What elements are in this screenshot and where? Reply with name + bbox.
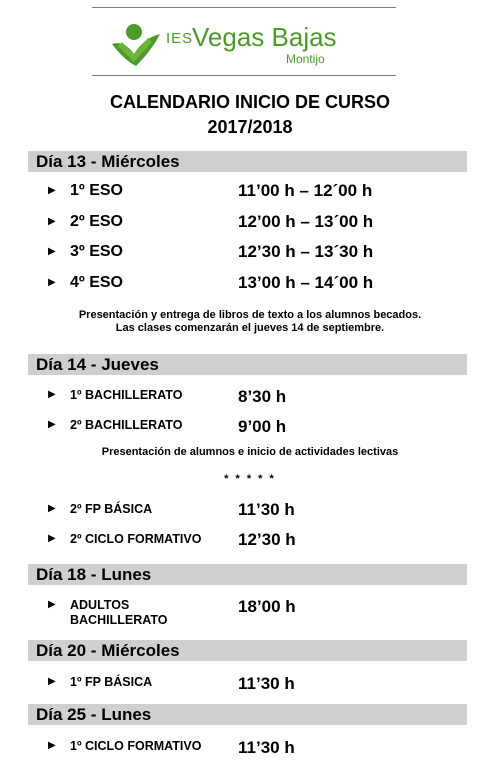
course-time: 12’00 h – 13´00 h — [238, 212, 374, 231]
course-name: 2º CICLO FORMATIVO — [70, 532, 202, 546]
logo-prefix: IES — [166, 30, 194, 47]
bullet-arrow-icon: ▶ — [48, 599, 56, 610]
day-note: Presentación de alumnos e inicio de actividades lectivas — [101, 446, 399, 458]
course-time: 9’00 h — [238, 417, 287, 436]
bullet-arrow-icon: ▶ — [48, 676, 56, 687]
course-time: 11’30 h — [238, 500, 295, 519]
day-header-14 — [28, 354, 467, 375]
bullet-arrow-icon: ▶ — [48, 185, 56, 196]
course-name: 1º FP BÁSICA — [70, 675, 153, 689]
day-header-13 — [28, 151, 467, 172]
course-time: 11’30 h — [238, 738, 295, 757]
course-time: 12’30 h — [238, 530, 296, 549]
header-bottom-rule — [92, 75, 396, 76]
course-time: 18’00 h — [238, 597, 296, 616]
course-time: 13’00 h – 14´00 h — [238, 273, 374, 292]
bullet-arrow-icon: ▶ — [48, 740, 56, 751]
bullet-arrow-icon: ▶ — [48, 389, 56, 400]
course-name-line2: BACHILLERATO — [70, 613, 168, 627]
course-time: 11’30 h — [238, 674, 295, 693]
day-note: Las clases comenzarán el jueves 14 de septiembre. — [115, 322, 385, 334]
day-note: Presentación y entrega de libros de texto a los alumnos becados. — [78, 309, 422, 321]
day-label: Día 14 - Jueves — [36, 355, 159, 374]
header-top-rule — [92, 7, 396, 8]
logo-town: Montijo — [286, 52, 325, 66]
bullet-arrow-icon: ▶ — [48, 216, 56, 227]
day-header-25 — [28, 704, 467, 725]
course-name-line1: ADULTOS — [70, 598, 130, 612]
course-time: 11’00 h – 12´00 h — [238, 181, 373, 200]
day-header-18 — [28, 564, 467, 585]
page-subtitle-year: 2017/2018 — [207, 117, 293, 137]
bullet-arrow-icon: ▶ — [48, 533, 56, 544]
day-label: Día 20 - Miércoles — [36, 641, 180, 660]
leaf-logo-icon — [108, 20, 164, 72]
course-name: 1º CICLO FORMATIVO — [70, 739, 202, 753]
course-time: 8’30 h — [238, 387, 287, 406]
day-label: Día 18 - Lunes — [36, 565, 152, 584]
course-name: 3º ESO — [70, 243, 123, 260]
page-title: CALENDARIO INICIO DE CURSO — [109, 92, 390, 112]
logo-school-name: Vegas Bajas — [192, 22, 337, 52]
course-name: 2º BACHILLERATO — [70, 418, 183, 432]
bullet-arrow-icon: ▶ — [48, 503, 56, 514]
bullet-arrow-icon: ▶ — [48, 277, 56, 288]
day-label: Día 13 - Miércoles — [36, 152, 180, 171]
course-name: 2º ESO — [70, 213, 123, 230]
bullet-arrow-icon: ▶ — [48, 246, 56, 257]
school-logo — [108, 20, 398, 74]
course-name: 2º FP BÁSICA — [70, 502, 153, 516]
course-name: 1º BACHILLERATO — [70, 388, 183, 402]
day-header-20 — [28, 640, 467, 661]
separator-stars: * * * * * — [224, 473, 276, 485]
bullet-arrow-icon: ▶ — [48, 419, 56, 430]
course-name: 1º ESO — [70, 182, 123, 199]
course-name: 4º ESO — [70, 274, 123, 291]
course-time: 12’30 h – 13´30 h — [238, 242, 374, 261]
day-label: Día 25 - Lunes — [36, 705, 152, 724]
